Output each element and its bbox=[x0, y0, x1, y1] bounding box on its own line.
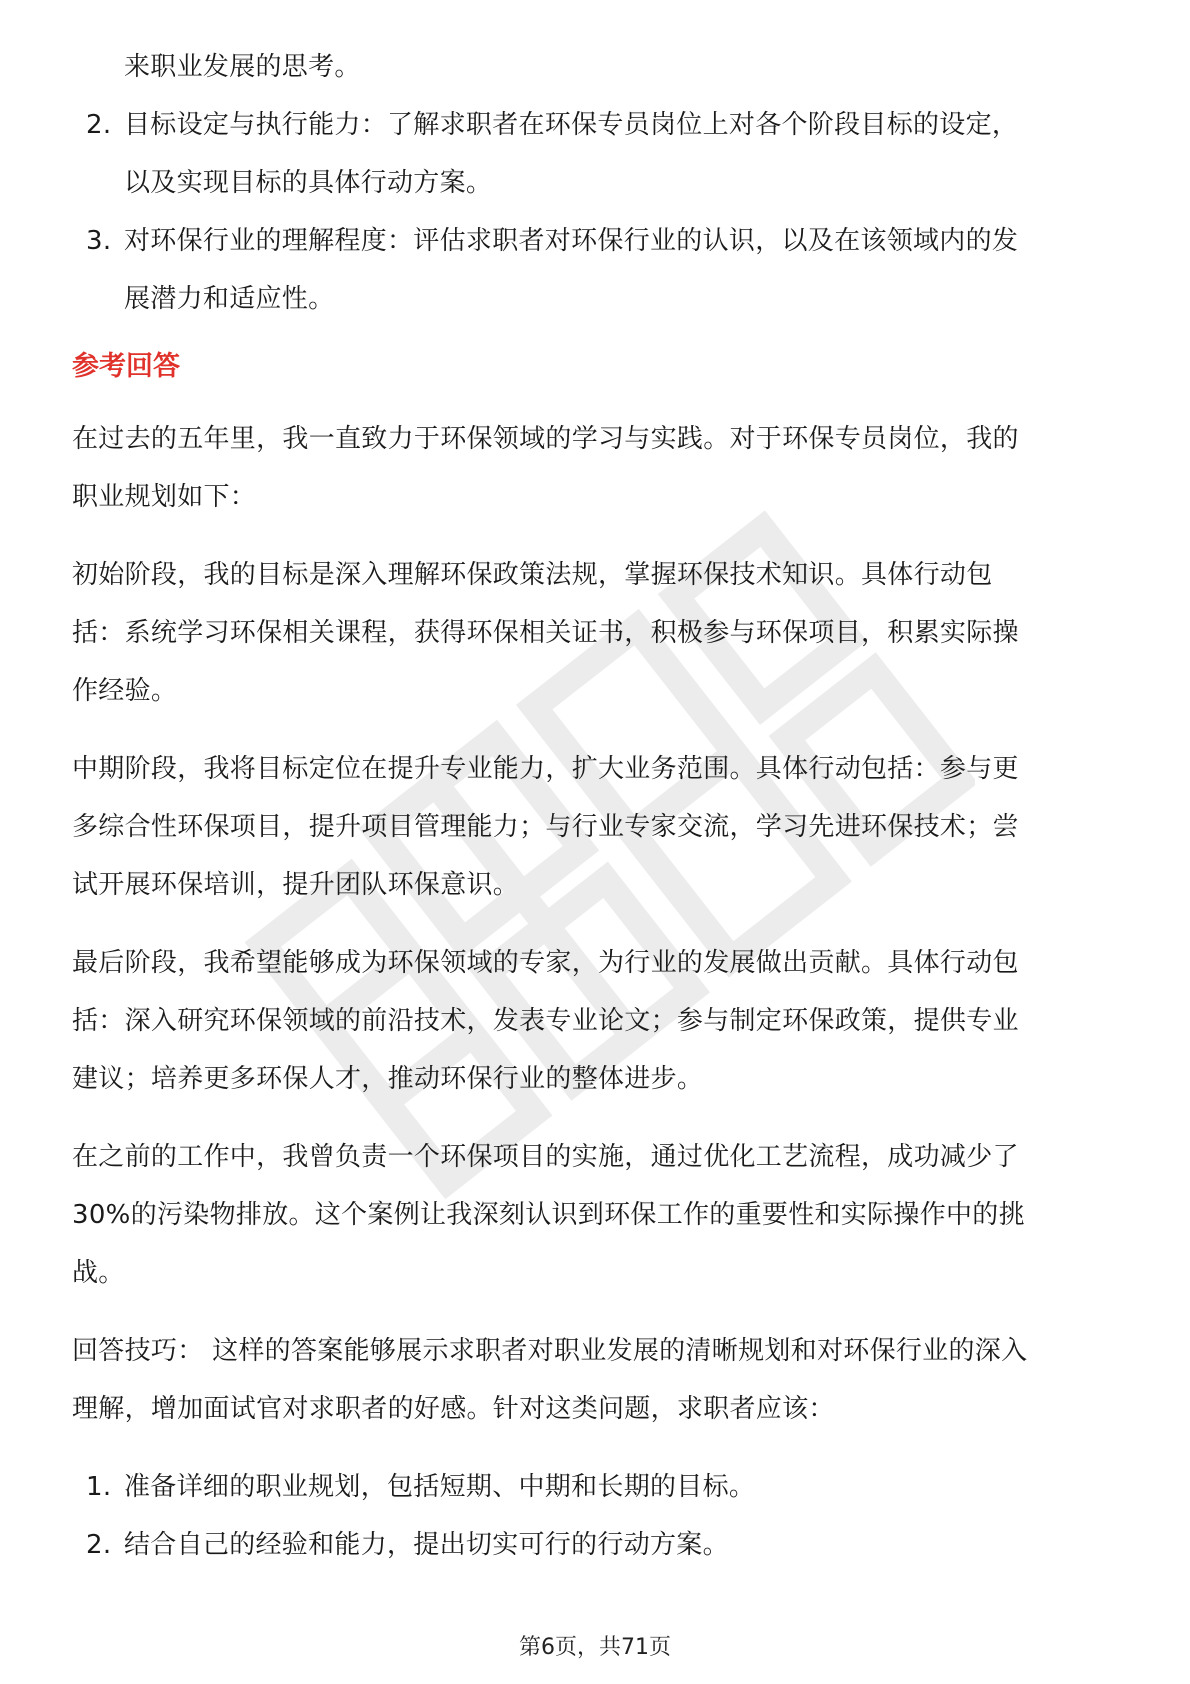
paragraph-line: 30%的污染物排放。这个案例让我深刻认识到环保工作的重要性和实际操作中的挑 bbox=[72, 1200, 1025, 1230]
paragraph-line: 中期阶段，我将目标定位在提升专业能力，扩大业务范围。具体行动包括：参与更 bbox=[72, 754, 1019, 784]
paragraph-line: 括：系统学习环保相关课程，获得环保相关证书，积极参与环保项目，积累实际操 bbox=[72, 618, 1019, 648]
list-number: 3. bbox=[86, 226, 112, 256]
page-footer: 第6页，共71页 bbox=[519, 1635, 671, 1660]
paragraph-line: 战。 bbox=[72, 1258, 125, 1288]
document-body bbox=[72, 38, 1122, 1574]
list-item-line: 以及实现目标的具体行动方案。 bbox=[124, 168, 493, 198]
paragraph-line: 职业规划如下： bbox=[72, 482, 257, 512]
paragraph-line: 试开展环保培训，提升团队环保意识。 bbox=[72, 870, 520, 900]
carryover-line: 来职业发展的思考。 bbox=[124, 52, 361, 82]
list-number: 2. bbox=[86, 1530, 112, 1560]
paragraph bbox=[72, 740, 1122, 914]
tips-list bbox=[72, 1458, 1122, 1574]
list-item-line: 目标设定与执行能力：了解求职者在环保专员岗位上对各个阶段目标的设定， bbox=[124, 110, 1019, 140]
list-item bbox=[72, 1516, 1122, 1574]
paragraph bbox=[72, 1322, 1122, 1438]
list-item-line: 对环保行业的理解程度：评估求职者对环保行业的认识，以及在该领域内的发 bbox=[124, 226, 1019, 256]
list-item bbox=[72, 212, 1122, 328]
list-item bbox=[72, 96, 1122, 212]
paragraph-line: 回答技巧： 这样的答案能够展示求职者对职业发展的清晰规划和对环保行业的深入 bbox=[72, 1336, 1028, 1366]
section-title: 参考回答 bbox=[72, 351, 180, 382]
list-item-line: 准备详细的职业规划，包括短期、中期和长期的目标。 bbox=[124, 1472, 756, 1502]
paragraph bbox=[72, 410, 1122, 526]
list-item bbox=[72, 1458, 1122, 1516]
paragraph-line: 在过去的五年里，我一直致力于环保领域的学习与实践。对于环保专员岗位，我的 bbox=[72, 424, 1019, 454]
paragraph-line: 理解，增加面试官对求职者的好感。针对这类问题，求职者应该： bbox=[72, 1394, 835, 1424]
evaluation-list bbox=[72, 96, 1122, 328]
paragraph-line: 初始阶段，我的目标是深入理解环保政策法规，掌握环保技术知识。具体行动包 bbox=[72, 560, 993, 590]
paragraph-line: 多综合性环保项目，提升项目管理能力；与行业专家交流，学习先进环保技术；尝 bbox=[72, 812, 1019, 842]
list-item-line: 结合自己的经验和能力，提出切实可行的行动方案。 bbox=[124, 1530, 729, 1560]
list-number: 1. bbox=[86, 1472, 112, 1502]
list-item-line: 展潜力和适应性。 bbox=[124, 284, 335, 314]
paragraph bbox=[72, 934, 1122, 1108]
paragraph bbox=[72, 546, 1122, 720]
paragraph-line: 括：深入研究环保领域的前沿技术，发表专业论文；参与制定环保政策，提供专业 bbox=[72, 1006, 1019, 1036]
paragraph-line: 作经验。 bbox=[72, 676, 178, 706]
list-number: 2. bbox=[86, 110, 112, 140]
paragraph bbox=[72, 1128, 1122, 1302]
paragraph-line: 在之前的工作中，我曾负责一个环保项目的实施，通过优化工艺流程，成功减少了 bbox=[72, 1142, 1019, 1172]
paragraph-line: 建议；培养更多环保人才，推动环保行业的整体进步。 bbox=[72, 1064, 704, 1094]
paragraph-line: 最后阶段，我希望能够成为环保领域的专家，为行业的发展做出贡献。具体行动包 bbox=[72, 948, 1019, 978]
